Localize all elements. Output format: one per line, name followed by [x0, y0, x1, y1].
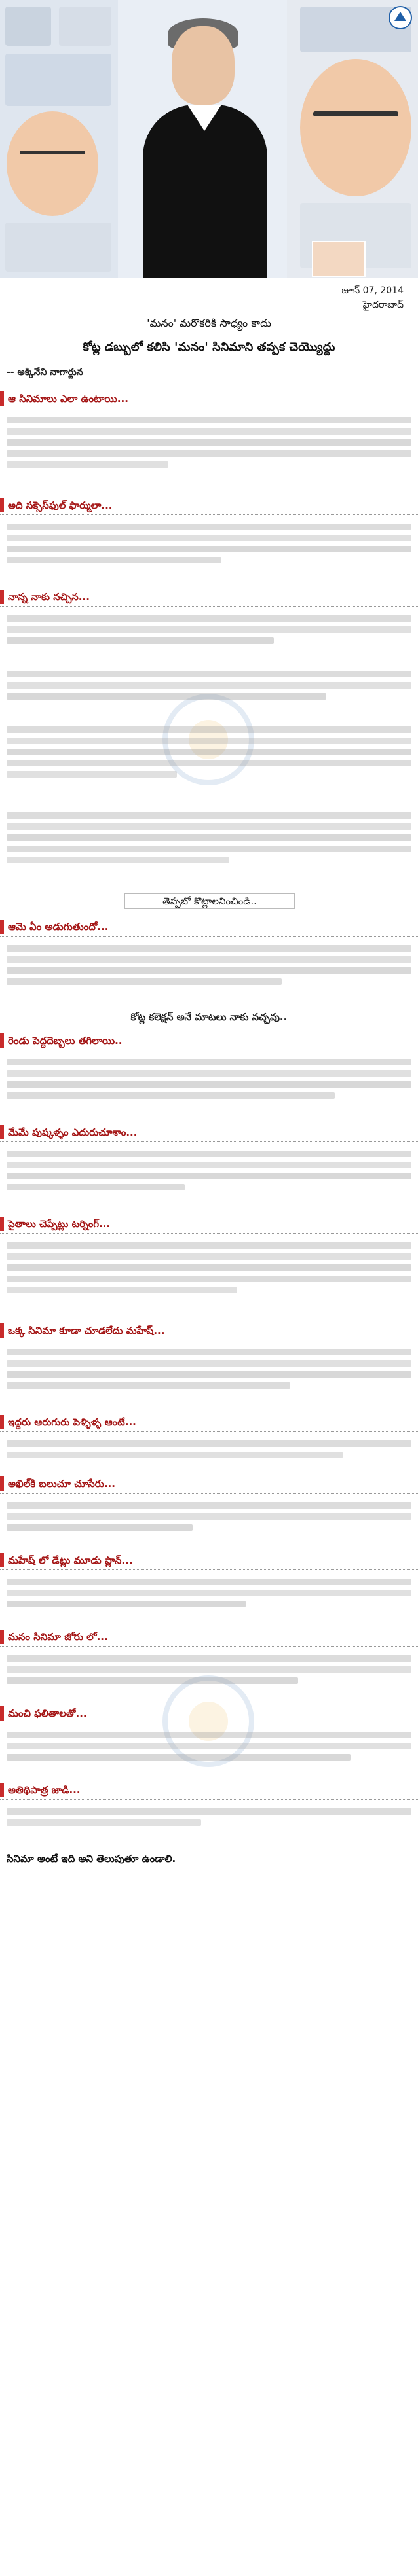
- quote-badge: తెప్పబో కొట్లాలనించిండి..: [124, 893, 295, 909]
- section-title: ఆ సినిమాలు ఎలా ఉంటాయి...: [8, 393, 128, 404]
- body-paragraph: [7, 1054, 411, 1103]
- section-heading: [0, 1706, 418, 1721]
- body-paragraph: [7, 1804, 411, 1830]
- section-heading: [0, 498, 418, 512]
- body-paragraph: [7, 1344, 411, 1393]
- section-title: ఇద్దరు ఆరుగురు పెళ్ళిళ్ళ ఆంటే...: [8, 1416, 136, 1428]
- sub-headline: కోట్ల కలెక్షన్ అనే మాటలు నాకు నచ్చవు..: [130, 1011, 288, 1023]
- body-paragraph: [7, 940, 411, 989]
- section-heading: [0, 1783, 418, 1797]
- body-paragraph: [7, 808, 411, 867]
- section-title: నాన్న నాకు నచ్చిన...: [8, 591, 90, 603]
- section-heading: [0, 1415, 418, 1429]
- section-title: మహేష్ లో డేట్లు మూడు ప్లాన్...: [8, 1554, 133, 1566]
- body-paragraph: [7, 1651, 411, 1688]
- actor-suit: [143, 105, 267, 278]
- section-title: పైతాలు చెప్పేట్లు టర్నింగ్...: [8, 1218, 111, 1230]
- body-paragraph: [7, 666, 411, 704]
- section-title: మేమే పుష్కళ్ళం ఎదురుచూశాం...: [8, 1126, 138, 1138]
- section-title: అఖిల్‌కి బలుచూ చూసేరు...: [8, 1478, 115, 1490]
- actor-face: [172, 26, 235, 105]
- body-paragraph: [7, 1574, 411, 1611]
- section-title: అతిథిపాత్ర జాడి...: [8, 1784, 81, 1796]
- body-paragraph: [7, 1497, 411, 1535]
- closing-line: సినిమా అంటే ఇది అని తెలుపుతూ ఉండాలి.: [7, 1853, 176, 1865]
- section-heading: [0, 1033, 418, 1048]
- headline-small: 'మనం' మరొకరికి సాధ్యం కాదు: [147, 317, 271, 329]
- section-title: రెండు పెద్దదెబ్బలు తగిలాయి..: [8, 1035, 123, 1046]
- section-heading: [0, 391, 418, 406]
- body-paragraph: [7, 1238, 411, 1297]
- section-title: ఆమె ఏం అడుగుతుందో...: [8, 921, 109, 933]
- section-heading: [0, 1476, 418, 1491]
- poster-right: [287, 0, 418, 278]
- section-heading: [0, 1125, 418, 1139]
- section-heading: [0, 920, 418, 934]
- body-paragraph: [7, 1146, 411, 1194]
- body-paragraph: [7, 412, 411, 472]
- section-heading: [0, 1217, 418, 1231]
- body-paragraph: [7, 611, 411, 648]
- body-paragraph: [7, 1436, 411, 1462]
- section-title: మనం సినిమా జోరు లో...: [8, 1631, 108, 1643]
- article-date: జూన్ 07, 2014: [341, 285, 404, 296]
- article-location: హైదరాబాద్: [362, 300, 404, 310]
- section-heading: [0, 1323, 418, 1338]
- body-paragraph: [7, 519, 411, 567]
- poster-left: [0, 0, 118, 278]
- section-heading: [0, 590, 418, 604]
- body-paragraph: [7, 1727, 411, 1764]
- section-heading: [0, 1630, 418, 1644]
- section-title: అది సక్సెస్‌ఫుల్ ఫార్ములా...: [8, 499, 113, 511]
- headline-main: కోట్ల డబ్బులో కలిసి 'మనం' సినిమాని తప్పక చెయ్యొద్దు: [83, 340, 335, 354]
- brand-logo-icon: [388, 5, 413, 30]
- section-title: మంచి ఫలితాలతో...: [8, 1708, 87, 1719]
- section-heading: [0, 1553, 418, 1567]
- byline: -- అక్కినేని నాగార్జున: [7, 367, 83, 378]
- body-paragraph: [7, 722, 411, 781]
- inset-photo: [312, 241, 366, 277]
- hero-photo: [0, 0, 418, 278]
- section-title: ఒక్క సినిమా కూడా చూడలేదు మహేష్...: [8, 1325, 165, 1336]
